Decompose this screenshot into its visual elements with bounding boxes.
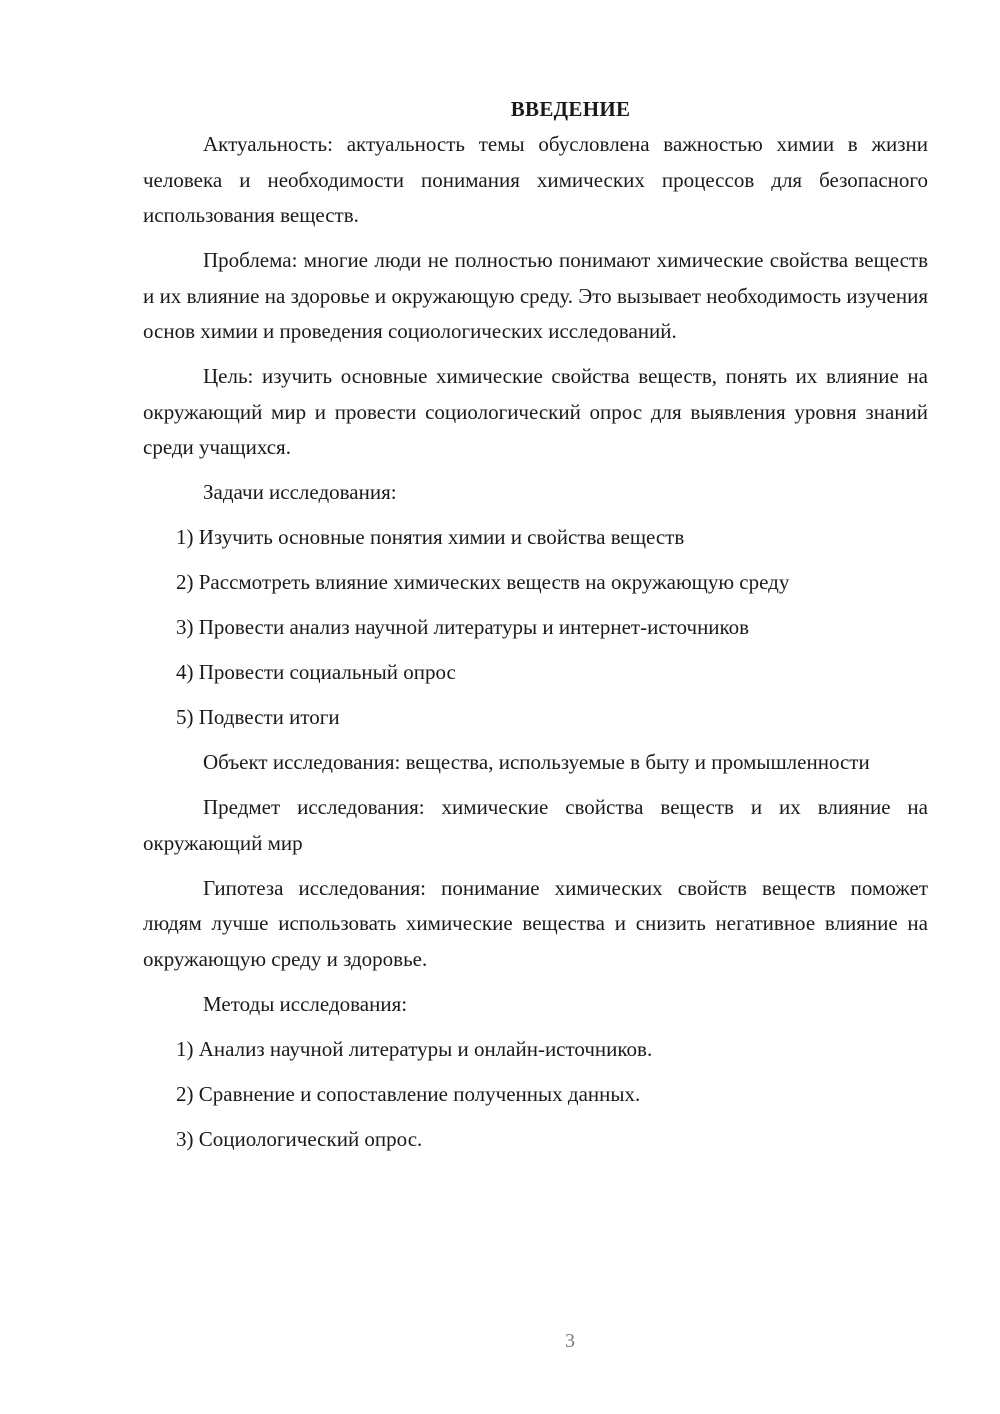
- page-content: [143, 91, 928, 1167]
- task-item-1: 1) Изучить основные понятия химии и свойства веществ: [176, 525, 685, 549]
- task-item-3: 3) Провести анализ научной литературы и интернет-источников: [176, 615, 750, 639]
- subject-paragraph: Предмет исследования: химические свойства веществ и их влияние на окружающий мир: [143, 795, 928, 855]
- goal-paragraph: Цель: изучить основные химические свойства веществ, понять их влияние на окружающий мир и провести социологический опрос для выявления уровня знаний среди учащихся.: [143, 364, 928, 459]
- object-paragraph: Объект исследования: вещества, используемые в быту и промышленности: [203, 750, 870, 774]
- task-item-2: 2) Рассмотреть влияние химических веществ на окружающую среду: [176, 570, 790, 594]
- page-number: 3: [565, 1330, 575, 1352]
- task-item-4: 4) Провести социальный опрос: [176, 660, 456, 684]
- section-heading: ВВЕДЕНИЕ: [510, 97, 631, 121]
- methods-title: Методы исследования:: [203, 991, 408, 1016]
- relevance-paragraph: Актуальность: актуальность темы обусловлена важностью химии в жизни человека и необходимости понимания химических процессов для безопасного использования веществ.: [143, 132, 928, 227]
- tasks-title: Задачи исследования:: [203, 480, 397, 504]
- task-item-5: 5) Подвести итоги: [176, 705, 340, 729]
- method-item-2: 2) Сравнение и сопоставление полученных данных.: [176, 1081, 641, 1106]
- problem-paragraph: Проблема: многие люди не полностью понимают химические свойства веществ и их влияние на здоровье и окружающую среду. Это вызывает необходимость изучения основ химии и проведения социологических исследований.: [143, 248, 928, 343]
- hypothesis-paragraph: Гипотеза исследования: понимание химических свойств веществ поможет людям лучше использовать химические вещества и снизить негативное влияние на окружающую среду и здоровье.: [143, 875, 928, 971]
- method-item-1: 1) Анализ научной литературы и онлайн-источников.: [176, 1036, 653, 1061]
- method-item-3: 3) Социологический опрос.: [176, 1126, 423, 1151]
